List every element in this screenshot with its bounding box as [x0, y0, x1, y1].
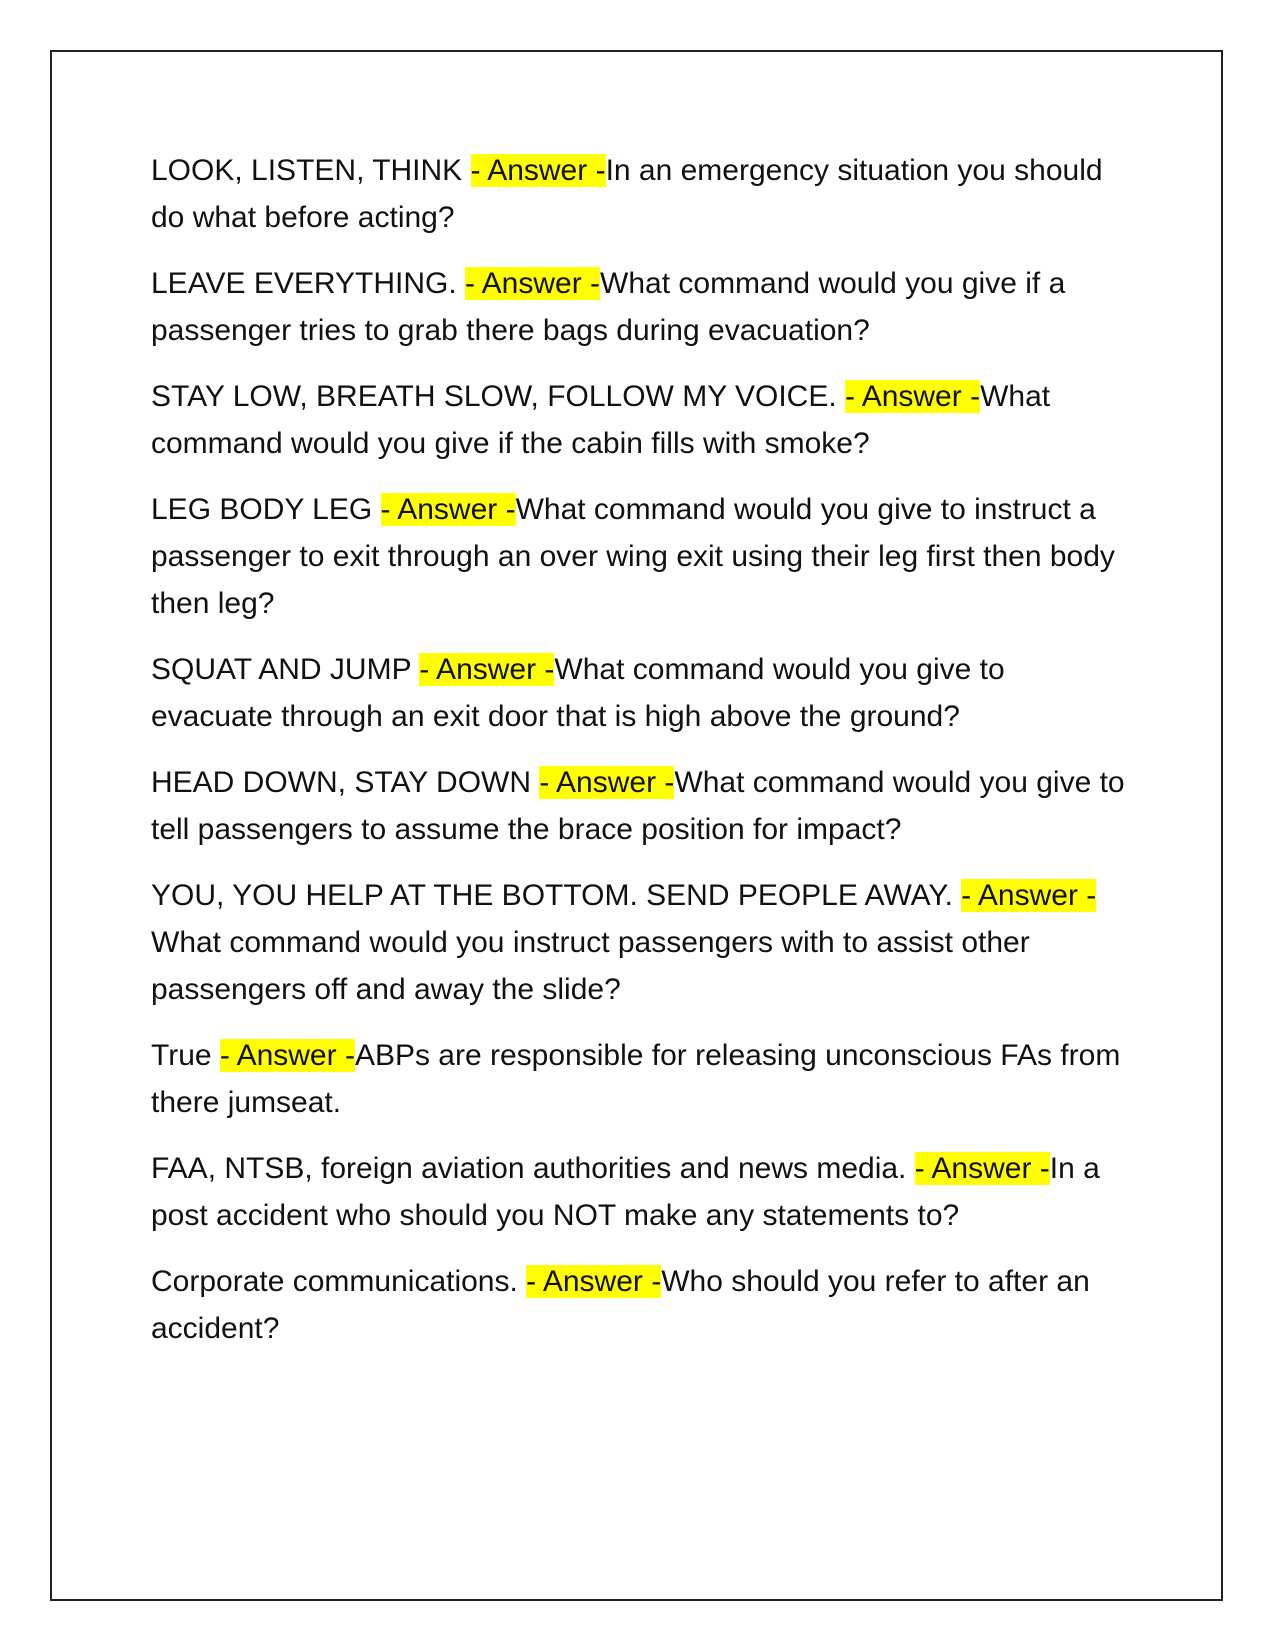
answer-term: FAA, NTSB, foreign aviation authorities and news media.	[151, 1152, 915, 1185]
answer-separator-highlight: - Answer -	[914, 1152, 1050, 1185]
answer-separator-highlight: - Answer -	[419, 653, 555, 686]
flashcard-entry	[151, 1258, 1131, 1352]
question-text: Who should you refer to after an accident?	[151, 1265, 1090, 1345]
answer-term: True	[151, 1039, 220, 1072]
answer-term: Corporate communications.	[151, 1265, 527, 1298]
answer-separator-highlight: - Answer -	[539, 766, 675, 799]
flashcard-entry	[151, 147, 1131, 241]
question-text: What command would you give to instruct a passenger to exit through an over wing exit using their leg first then body then leg?	[151, 493, 1115, 620]
flashcard-entry	[151, 872, 1131, 1013]
answer-separator-highlight: - Answer -	[526, 1265, 662, 1298]
answer-separator-highlight: - Answer -	[470, 154, 606, 187]
answer-term: SQUAT AND JUMP	[151, 653, 420, 686]
flashcard-entry	[151, 759, 1131, 853]
flashcard-entry	[151, 646, 1131, 740]
question-text: What command would you give to evacuate through an exit door that is high above the ground?	[151, 653, 1005, 733]
flashcard-entry	[151, 373, 1131, 467]
question-text: What command would you instruct passengers with to assist other passengers off and away the slide?	[151, 926, 1030, 1006]
answer-term: STAY LOW, BREATH SLOW, FOLLOW MY VOICE.	[151, 380, 846, 413]
answer-term: LOOK, LISTEN, THINK	[151, 154, 471, 187]
answer-term: YOU, YOU HELP AT THE BOTTOM. SEND PEOPLE AWAY.	[151, 879, 962, 912]
question-text: In a post accident who should you NOT make any statements to?	[151, 1152, 1100, 1232]
flashcard-entry	[151, 260, 1131, 354]
answer-term: HEAD DOWN, STAY DOWN	[151, 766, 540, 799]
flashcard-entry	[151, 486, 1131, 627]
question-text: What command would you give to tell passengers to assume the brace position for impact?	[151, 766, 1125, 846]
question-text: What command would you give if a passenger tries to grab there bags during evacuation?	[151, 267, 1066, 347]
flashcard-list	[151, 147, 1131, 1371]
answer-separator-highlight: - Answer -	[465, 267, 601, 300]
answer-term: LEAVE EVERYTHING.	[151, 267, 465, 300]
answer-separator-highlight: - Answer -	[961, 879, 1097, 912]
question-text: In an emergency situation you should do what before acting?	[151, 154, 1103, 234]
answer-separator-highlight: - Answer -	[845, 380, 981, 413]
answer-separator-highlight: - Answer -	[380, 493, 516, 526]
answer-separator-highlight: - Answer -	[219, 1039, 355, 1072]
flashcard-entry	[151, 1032, 1131, 1126]
question-text: ABPs are responsible for releasing unconscious FAs from there jumseat.	[151, 1039, 1121, 1119]
flashcard-entry	[151, 1145, 1131, 1239]
answer-term: LEG BODY LEG	[151, 493, 381, 526]
question-text: What command would you give if the cabin fills with smoke?	[151, 380, 1051, 460]
